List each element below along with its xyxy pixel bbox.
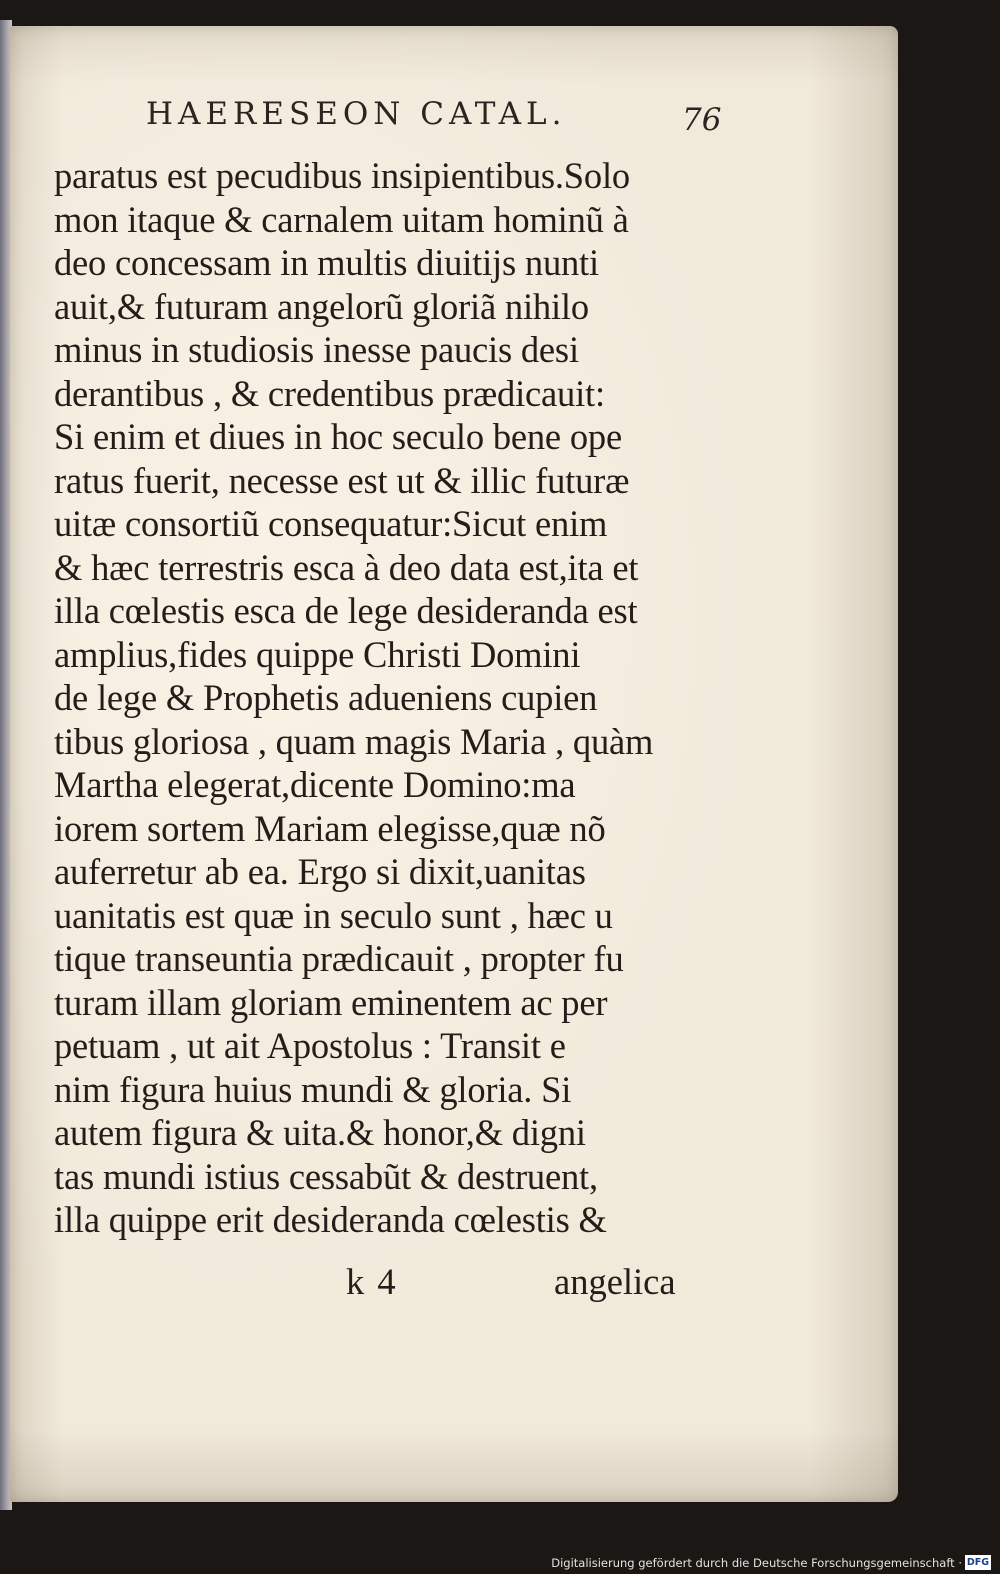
text-line: uanitatis est quæ in seculo sunt , hæc u	[54, 894, 613, 936]
text-line: tique transeuntia prædicauit , propter fu	[54, 938, 624, 979]
text-line: paratus est pecudibus insipientibus.Solo	[54, 155, 630, 196]
text-line: tas mundi istius cessabũt & destruent,	[54, 1155, 598, 1197]
text-line: auferretur ab ea. Ergo si dixit,uanitas	[54, 851, 586, 892]
text-line: minus in studiosis inesse paucis desi	[54, 329, 579, 370]
text-line: autem figura & uita.& honor,& digni	[54, 1112, 586, 1153]
text-line: iorem sortem Mariam elegisse,quæ nõ	[54, 807, 606, 849]
text-line: derantibus , & credentibus prædicauit:	[54, 372, 605, 414]
dfg-logo-icon: DFG	[966, 1557, 990, 1568]
credit-bar	[0, 1548, 1000, 1574]
text-line: Martha elegerat,dicente Domino:ma	[54, 764, 576, 805]
text-line: de lege & Prophetis adueniens cupien	[54, 677, 598, 718]
signature-mark: k 4	[346, 1261, 398, 1302]
text-line: nim figura huius mundi & gloria. Si	[54, 1068, 572, 1110]
text-line: uitæ consortiũ consequatur:Sicut enim	[54, 503, 608, 544]
text-line: & hæc terrestris esca à deo data est,ita et	[54, 546, 639, 588]
funding-credit: Digitalisierung gefördert durch die Deutsche Forschungsgemeinschaft ·	[551, 1556, 962, 1570]
text-line: tibus gloriosa , quam magis Maria , quàm	[54, 720, 654, 762]
text-line: Si enim et diues in hoc seculo bene ope	[54, 416, 622, 457]
book-page	[10, 26, 898, 1502]
catchword: angelica	[554, 1261, 676, 1302]
text-line: petuam , ut ait Apostolus : Transit e	[54, 1025, 566, 1066]
text-line: mon itaque & carnalem uitam hominũ à	[54, 198, 629, 240]
text-line: amplius,fides quippe Christi Domini	[54, 633, 581, 675]
running-head: HAERESEON CATAL.	[146, 96, 567, 132]
text-block	[54, 154, 714, 1242]
page-footer	[10, 1260, 898, 1304]
text-line: ratus fuerit, necesse est ut & illic futuræ	[54, 459, 630, 501]
text-line: turam illam gloriam eminentem ac per	[54, 981, 608, 1023]
text-line: illa cœlestis esca de lege desideranda est	[54, 590, 638, 631]
text-line: auit,& futuram angelorũ gloriã nihilo	[54, 285, 589, 327]
text-line: deo concessam in multis diuitijs nunti	[54, 242, 599, 283]
text-line: illa quippe erit desideranda cœlestis &	[54, 1199, 607, 1240]
page-number: 76	[682, 102, 722, 138]
